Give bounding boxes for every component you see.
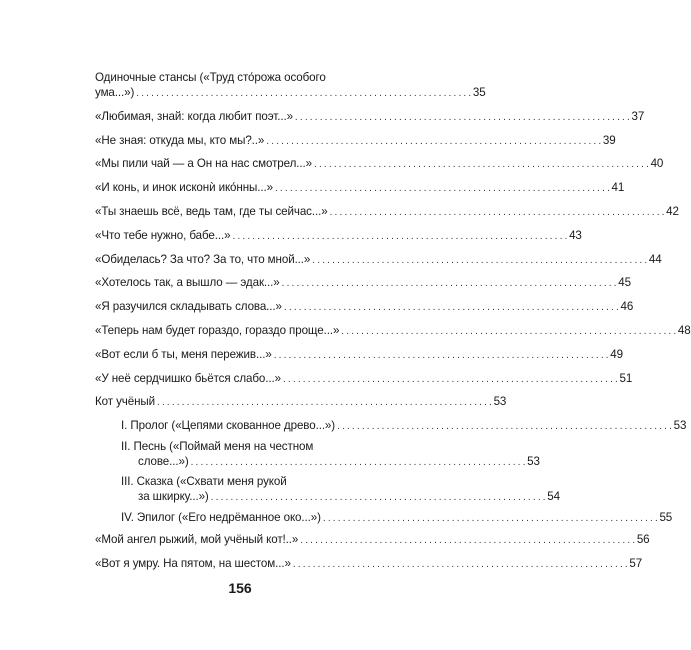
- toc-entry: [95, 109, 645, 125]
- toc-entry-title: «Не зная: откуда мы, кто мы?..»: [95, 133, 265, 147]
- toc-entry-page: 44: [648, 252, 662, 266]
- toc-entry: [95, 228, 582, 244]
- toc-entry-page: 45: [618, 276, 631, 290]
- toc-entry-page: 48: [677, 323, 691, 337]
- toc-subentry-page: 53: [527, 454, 540, 468]
- dot-leader: [275, 181, 610, 196]
- toc-entry-page: 53: [493, 395, 507, 409]
- toc-entry: [95, 371, 633, 387]
- toc-entry: [95, 204, 679, 220]
- toc-subentry: [121, 510, 673, 526]
- toc-entry-title: «Я разучился складывать слова...»: [95, 300, 282, 314]
- toc-entry-title: «Мы пили чай — а Он на нас смотрел...»: [95, 157, 312, 171]
- dot-leader: [330, 205, 665, 220]
- toc-subentry: [121, 439, 540, 470]
- dot-leader: [283, 372, 618, 387]
- toc-entry: [95, 556, 643, 572]
- toc-entry-title: «У неё сердчишко бьётся слабо...»: [95, 371, 281, 385]
- dot-leader: [211, 490, 546, 505]
- toc-entry: [95, 252, 662, 268]
- dot-leader: [266, 134, 601, 149]
- toc-subentry-page: 53: [673, 419, 687, 433]
- toc-entry: [95, 180, 625, 196]
- toc-entry-page: 37: [631, 109, 645, 123]
- toc-entry-title-cont: ума...»): [95, 86, 135, 99]
- toc-entry-page: 43: [569, 228, 582, 242]
- dot-leader: [232, 229, 567, 244]
- toc-entry-page: 56: [636, 532, 650, 546]
- toc-entry-page: 49: [610, 347, 623, 361]
- dot-leader: [323, 511, 658, 526]
- toc-entry: [95, 347, 623, 363]
- toc-entry-page: 46: [620, 300, 634, 314]
- page-number: 156: [228, 580, 252, 596]
- toc-entry-title: «И конь, и инок исконѝ ико́нны...»: [95, 181, 273, 195]
- toc-subentry-page: 55: [659, 510, 673, 524]
- toc-subentry-title: III. Сказка («Схвати меня рукой: [121, 475, 287, 489]
- toc-entry-page: 35: [472, 86, 486, 99]
- toc-entry: [95, 532, 650, 548]
- toc-entry-page: 51: [619, 371, 633, 385]
- dot-leader: [136, 86, 471, 101]
- toc-subentry-title: IV. Эпилог («Его недрёманное око...»): [121, 510, 321, 524]
- dot-leader: [293, 557, 628, 572]
- toc-entry: [95, 299, 634, 315]
- toc-subentry-title: I. Пролог («Цепями скованное древо...»): [121, 419, 336, 433]
- toc-entry-title: «Мой ангел рыжий, мой учёный кот!..»: [95, 532, 299, 546]
- toc-entry: [95, 156, 664, 172]
- toc-entry-section: [95, 394, 507, 410]
- toc-entry-title: «Вот если б ты, меня пережив...»: [95, 347, 272, 361]
- toc-entry-page: 41: [611, 181, 625, 195]
- dot-leader: [157, 395, 492, 410]
- dot-leader: [312, 253, 647, 268]
- toc-entry: [95, 323, 691, 339]
- toc-entry: [95, 133, 616, 149]
- toc-subentry-page: 54: [547, 490, 560, 504]
- toc-subentry: [121, 474, 560, 505]
- dot-leader: [300, 533, 635, 548]
- dot-leader: [337, 419, 672, 434]
- toc-entry: [95, 275, 631, 291]
- toc-entry-title: «Вот я умру. На пятом, на шестом...»: [95, 556, 291, 570]
- toc-entry-title: «Хотелось так, а вышло — эдак...»: [95, 276, 280, 290]
- toc-subentry-title-cont: за шкирку...»): [138, 490, 209, 504]
- toc-entry-page: 39: [602, 133, 616, 147]
- dot-leader: [282, 276, 617, 291]
- toc-entry-page: 42: [666, 204, 679, 218]
- toc-entry-title: «Любимая, знай: когда любит поэт...»: [95, 109, 293, 123]
- dot-leader: [295, 110, 630, 125]
- table-of-contents: [95, 70, 691, 580]
- dot-leader: [314, 157, 649, 172]
- toc-entry-page: 40: [650, 157, 664, 171]
- toc-subentry-title-cont: слове...»): [138, 454, 189, 468]
- toc-entry-page: 57: [629, 556, 643, 570]
- dot-leader: [341, 324, 676, 339]
- dot-leader: [274, 348, 609, 363]
- dot-leader: [191, 455, 526, 470]
- dot-leader: [284, 300, 619, 315]
- toc-entry: [95, 70, 486, 101]
- toc-entry-title: «Теперь нам будет гораздо, гораздо проще...»: [95, 323, 340, 337]
- toc-entry-title: Кот учёный: [95, 395, 155, 409]
- toc-subentry-title: II. Песнь («Поймай меня на честном: [121, 439, 314, 453]
- toc-entry-title: Одиночные стансы («Труд сто́рожа особого: [95, 71, 326, 84]
- toc-entry-title: «Обиделась? За что? За то, что мной...»: [95, 252, 311, 266]
- toc-subentry: [121, 418, 687, 434]
- toc-entry-title: «Что тебе нужно, бабе...»: [95, 228, 231, 242]
- toc-entry-title: «Ты знаешь всё, ведь там, где ты сейчас...»: [95, 204, 328, 218]
